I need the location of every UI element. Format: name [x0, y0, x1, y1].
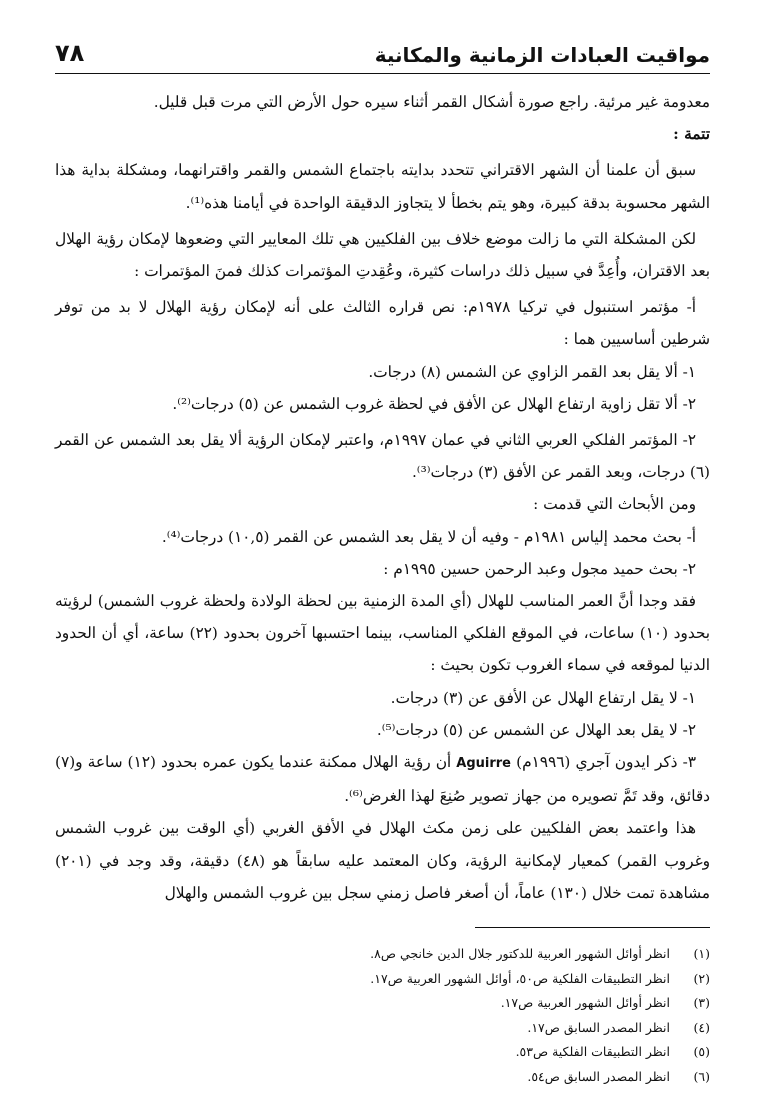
- paragraph: أ- مؤتمر استنبول في تركيا ١٩٧٨م: نص قراره الثالث على أنه لإمكان رؤية الهلال لا بد من توفر شرطين أساسيين هما :: [55, 298, 710, 349]
- list-item: ١- ألا يقل بعد القمر الزاوي عن الشمس (٨) درجات.: [368, 362, 696, 381]
- footnote: [55, 1065, 710, 1090]
- paragraph: ومن الأبحاث التي قدمت :: [533, 495, 696, 514]
- footnote: [55, 1040, 710, 1065]
- text-run: ٣- ذكر ايدون آجري (١٩٩٦م): [511, 753, 696, 772]
- footnote: [55, 1016, 710, 1041]
- list-item: ٢- بحث حميد مجول وعبد الرحمن حسين ١٩٩٥م :: [383, 559, 696, 578]
- footnote-number: (٦): [693, 1069, 710, 1085]
- footnote-text: انظر التطبيقات الفلكية ص٥٣.: [515, 1044, 670, 1060]
- paragraph: لكن المشكلة التي ما زالت موضع خلاف بين الفلكيين هي تلك المعايير التي وضعوها لإمكان رؤية الهلال بعد الاقتران، وأُعِدَّ في سبيل ذلك دراسات كثيرة، وعُقِدتِ المؤتمرات كذلك فمنَ المؤتمرات :: [55, 229, 710, 281]
- running-title: مواقيت العبادات الزمانية والمكانية: [374, 43, 710, 67]
- footnote-text: انظر التطبيقات الفلكية ص٥٠، أوائل الشهور العربية ص١٧.: [370, 970, 670, 986]
- list-item: أ- بحث محمد إلياس ١٩٨١م - وفيه أن لا يقل بعد الشمس عن القمر (١٠,٥) درجات⁽⁴⁾.: [161, 527, 696, 546]
- section-heading: تتمة :: [673, 125, 710, 144]
- running-header: [55, 0, 710, 74]
- footnote-number: (٤): [693, 1019, 710, 1035]
- paragraph: سبق أن علمنا أن الشهر الاقتراني تتحدد بدايته باجتماع الشمس والقمر واقترانهما، ومشكلة بداية هذا الشهر محسوبة بدقة كبيرة، وهو يتم بخطأ لا يتجاوز الدقيقة الواحدة في أيامنا هذه⁽¹⁾.: [55, 161, 710, 212]
- footnote-number: (٥): [693, 1044, 710, 1060]
- paragraph: فقد وجدا أنَّ العمر المناسب للهلال (أي المدة الزمنية بين لحظة الولادة ولحظة غروب الشمس) لرؤيته بحدود (١٠) ساعات، في الموقع الفلكي المناسب، بينما احتسبها آخرون بحدود (٢٢) ساعة، أي أن الحدود الدنيا لموقعه في سماء الغروب تكون بحيث :: [55, 592, 710, 675]
- footnote-text: انظر أوائل الشهور العربية ص١٧.: [500, 995, 670, 1011]
- paragraph: معدومة غير مرئية. راجع صورة أشكال القمر أثناء سيره حول الأرض التي مرت قبل قليل.: [153, 93, 710, 111]
- footnote-number: (٣): [693, 995, 710, 1011]
- footnote-rule: [475, 927, 710, 928]
- footnote-text: انظر المصدر السابق ص١٧.: [527, 1019, 670, 1035]
- footnote-text: انظر أوائل الشهور العربية للدكتور جلال الدين خانجي ص٨.: [370, 946, 670, 962]
- list-item: ٢- ألا تقل زاوية ارتفاع الهلال عن الأفق في لحظة غروب الشمس عن (٥) درجات⁽²⁾.: [172, 394, 696, 413]
- paragraph: هذا واعتمد بعض الفلكيين على زمن مكث الهلال في الأفق الغربي (أي الوقت بين غروب الشمس وغروب القمر) كمعيار لإمكانية الرؤية، وكان المعتمد عليه سابقاً هو (٤٨) دقيقة، وقد وجد في (٢٠١) مشاهدة تمت خلال (١٣٠) عاماً، أن أصغر فاصل زمني سجل بين غروب الشمس والهلال: [55, 819, 710, 902]
- paragraph: ٢- المؤتمر الفلكي العربي الثاني في عمان ١٩٩٧م، واعتبر لإمكان الرؤية ألا يقل بعد الشمس عن القمر (٦) درجات، وبعد القمر عن الأفق (٣) درجات⁽³⁾.: [55, 431, 710, 482]
- footnotes: [55, 942, 710, 1090]
- latin-term: Aguirre: [456, 756, 511, 772]
- footnote: [55, 942, 710, 967]
- footnote-number: (١): [693, 946, 710, 962]
- footnote: [55, 991, 710, 1016]
- list-item: ١- لا يقل ارتفاع الهلال عن الأفق عن (٣) درجات.: [390, 688, 696, 707]
- footnote-number: (٢): [693, 970, 710, 986]
- main-text: [55, 86, 710, 909]
- list-item: ٢- لا يقل بعد الهلال عن الشمس عن (٥) درجات⁽⁵⁾.: [376, 720, 696, 739]
- text-run: أن رؤية الهلال ممكنة عندما يكون عمره بحدود (١٢) ساعة و(٧) دقائق، وقد تَمَّ تصويره من جهاز تصوير صُنِعَ لهذا الغرض⁽⁶⁾.: [55, 753, 710, 806]
- footnote-text: انظر المصدر السابق ص٥٤.: [527, 1069, 670, 1085]
- page-number: ٧٨: [55, 39, 85, 67]
- footnote: [55, 967, 710, 992]
- list-item: [55, 746, 710, 812]
